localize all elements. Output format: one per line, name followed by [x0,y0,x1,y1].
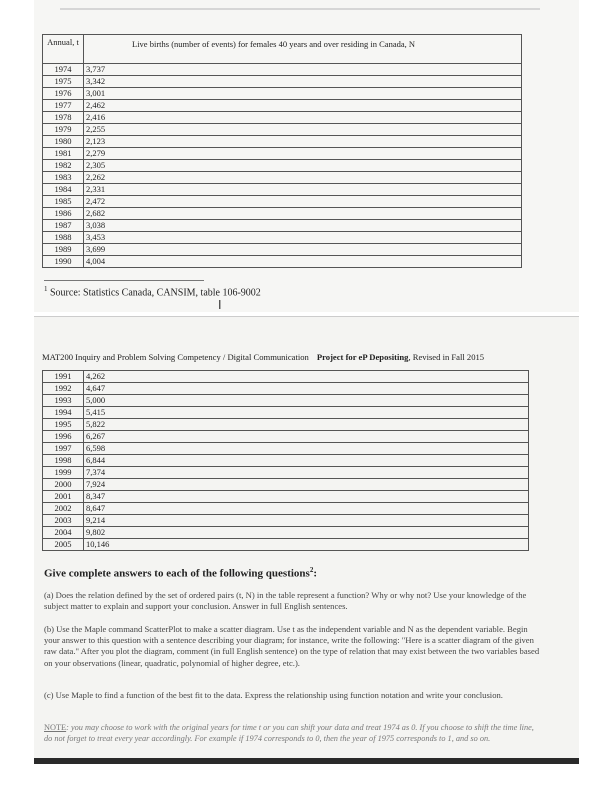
table-row [43,124,522,136]
header-live-births: Live births (number of events) for females 40 years and over residing in Canada, N [84,35,522,64]
year-cell: 1974 [43,64,84,76]
year-cell: 1995 [43,419,84,431]
year-cell: 2003 [43,515,84,527]
year-cell: 2002 [43,503,84,515]
table-row [43,515,529,527]
table-row [43,371,529,383]
year-cell: 1996 [43,431,84,443]
year-cell: 1999 [43,467,84,479]
questions-heading-colon: : [313,567,317,580]
year-cell: 1985 [43,196,84,208]
year-cell: 1977 [43,100,84,112]
revision-note: , Revised in Fall 2015 [408,352,485,362]
births-cell: 2,262 [84,172,522,184]
births-cell: 2,462 [84,100,522,112]
year-cell: 1978 [43,112,84,124]
scan-bottom-edge [34,758,579,764]
births-cell: 3,038 [84,220,522,232]
note-label: NOTE [44,723,67,732]
question-a: (a) Does the relation defined by the set of ordered pairs (t, N) in the table represent a function? Why or why not? Use your knowledge of the subject matter to explain and support your conclusion. Answer in full English sentences. [44,590,527,612]
header-annual-t: Annual, t [43,35,84,64]
year-cell: 1992 [43,383,84,395]
year-cell: 1975 [43,76,84,88]
table-row [43,383,529,395]
births-table-1991-2005 [42,370,529,551]
questions-heading [44,566,317,580]
births-cell: 5,000 [84,395,529,407]
questions-footnote-marker: 2 [309,566,314,574]
births-cell: 8,647 [84,503,529,515]
year-cell: 1998 [43,455,84,467]
births-cell: 4,004 [84,256,522,268]
questions-heading-text: Give complete answers to each of the following questions [44,567,310,580]
births-cell: 6,844 [84,455,529,467]
table-row [43,220,522,232]
year-cell: 2004 [43,527,84,539]
text-cursor-icon: I [218,298,222,312]
note-text: : you may choose to work with the original years for time t or you can shift your data and treat 1974 as 0. If you choose to shift the time line, do not forget to treat every year accordingly. For example if 1974 corresponds to 0, then the year of 1975 corresponds to 1, and so on. [44,723,534,743]
page-header [42,352,484,362]
births-cell: 3,342 [84,76,522,88]
year-cell: 1983 [43,172,84,184]
births-cell: 10,146 [84,539,529,551]
year-cell: 1989 [43,244,84,256]
year-cell: 1976 [43,88,84,100]
births-cell: 4,262 [84,371,529,383]
year-cell: 2001 [43,491,84,503]
year-cell: 1988 [43,232,84,244]
table-row [43,64,522,76]
births-cell: 6,598 [84,443,529,455]
year-cell: 1993 [43,395,84,407]
table-row [43,232,522,244]
births-cell: 3,001 [84,88,522,100]
births-cell: 2,123 [84,136,522,148]
births-cell: 9,802 [84,527,529,539]
births-table-1974-1990 [42,34,522,268]
footnote-divider [44,280,204,281]
year-cell: 1982 [43,160,84,172]
year-cell: 1987 [43,220,84,232]
births-cell: 2,682 [84,208,522,220]
births-cell: 9,214 [84,515,529,527]
births-cell: 2,305 [84,160,522,172]
table-row [43,160,522,172]
births-cell: 3,699 [84,244,522,256]
table-row [43,148,522,160]
year-cell: 1991 [43,371,84,383]
table-row [43,479,529,491]
table-row [43,244,522,256]
year-cell: 1997 [43,443,84,455]
table-row [43,395,529,407]
year-cell: 1990 [43,256,84,268]
table-row [43,491,529,503]
births-cell: 7,374 [84,467,529,479]
footnote-marker: 1 [44,285,48,293]
table-row [43,455,529,467]
table-row [43,76,522,88]
year-cell: 2000 [43,479,84,491]
table-row [43,527,529,539]
footnote-text: Source: Statistics Canada, CANSIM, table 106-9002 [50,287,261,299]
births-cell: 2,255 [84,124,522,136]
table-row [43,467,529,479]
births-cell: 2,416 [84,112,522,124]
births-cell: 5,415 [84,407,529,419]
table-row [43,443,529,455]
births-cell: 7,924 [84,479,529,491]
births-cell: 8,347 [84,491,529,503]
table-row [43,256,522,268]
table-row [43,539,529,551]
year-cell: 2005 [43,539,84,551]
note-paragraph [44,722,540,756]
question-c: (c) Use Maple to find a function of the best fit to the data. Express the relationship using function notation and write your conclusion. [44,690,503,700]
births-cell: 2,279 [84,148,522,160]
year-cell: 1981 [43,148,84,160]
table-row [43,431,529,443]
year-cell: 1984 [43,184,84,196]
births-cell: 6,267 [84,431,529,443]
top-divider [60,8,540,10]
births-cell: 4,647 [84,383,529,395]
births-cell: 3,737 [84,64,522,76]
project-title: Project for eP Depositing [316,352,409,362]
births-cell: 5,822 [84,419,529,431]
year-cell: 1979 [43,124,84,136]
table-row [43,100,522,112]
table-row [43,503,529,515]
table-row [43,196,522,208]
births-cell: 2,331 [84,184,522,196]
table-row [43,136,522,148]
year-cell: 1994 [43,407,84,419]
table-row [43,88,522,100]
table-row [43,407,529,419]
table-row [43,419,529,431]
table-row [43,172,522,184]
table-row [43,208,522,220]
year-cell: 1986 [43,208,84,220]
table-row [43,184,522,196]
table-row [43,112,522,124]
footnote [44,285,261,298]
course-title: MAT200 Inquiry and Problem Solving Competency / Digital Communication [42,352,309,362]
births-cell: 3,453 [84,232,522,244]
question-b: (b) Use the Maple command ScatterPlot to make a scatter diagram. Use t as the independent variable and N as the dependent variable. Begin your answer to this question with a sentence describing your diagram; for instance, write the following: "Here is a scatter diagram of the given raw data." After you plot the diagram, comment (in full English sentence) on the type of relation that may exist between the two variables based on your observations (linear, quadratic, polynomial of higher degree, etc.). [44,624,540,668]
year-cell: 1980 [43,136,84,148]
births-cell: 2,472 [84,196,522,208]
table-header-row [43,35,522,64]
